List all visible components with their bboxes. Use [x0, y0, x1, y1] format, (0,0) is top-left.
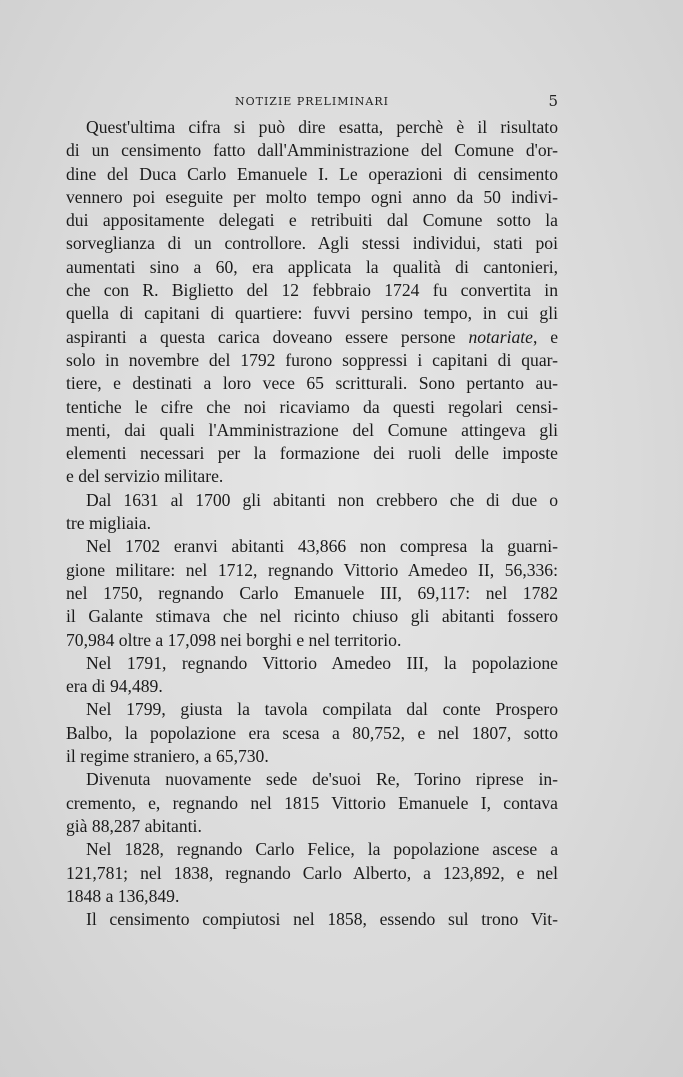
line-text: Il censimento compiutosi nel 1858, essendo sul trono Vit-	[86, 909, 558, 930]
text-line	[66, 559, 558, 582]
line-text: tentiche le cifre che noi ricaviamo da questi regolari censi-	[66, 396, 558, 417]
line-text: quella di capitani di quartiere: fuvvi persino tempo, in cui gli	[66, 303, 558, 324]
line-text: Nel 1702 eranvi abitanti 43,866 non compresa la guarni-	[86, 536, 558, 557]
line-text: il Galante stimava che nel ricinto chiuso gli abitanti fossero	[66, 606, 558, 627]
text-line	[66, 838, 558, 861]
text-line	[66, 419, 558, 442]
line-text: Divenuta nuovamente sede de'suoi Re, Torino riprese in-	[86, 769, 558, 790]
text-line	[66, 605, 558, 628]
text-line	[66, 186, 558, 209]
line-text: sorveglianza di un controllore. Agli stessi individui, stati poi	[66, 233, 558, 254]
text-line	[66, 652, 558, 675]
line-text: Nel 1828, regnando Carlo Felice, la popolazione ascese a	[86, 839, 558, 860]
line-text: tre migliaia.	[66, 513, 152, 534]
text-line	[66, 675, 558, 698]
line-text: aumentati sino a 60, era applicata la qualità di cantonieri,	[66, 256, 558, 277]
text-line	[66, 372, 558, 395]
running-title: NOTIZIE PRELIMINARI	[234, 95, 389, 108]
line-text: gione militare: nel 1712, regnando Vittorio Amedeo II, 56,336:	[66, 559, 558, 580]
italic-word: notariate	[468, 326, 533, 347]
text-line	[66, 815, 558, 838]
text-line	[66, 442, 558, 465]
text-line	[66, 209, 558, 232]
text-line	[66, 908, 558, 931]
text-line	[66, 326, 558, 349]
line-text: 121,781; nel 1838, regnando Carlo Alberto, a 123,892, e nel	[66, 862, 558, 883]
line-text: già 88,287 abitanti.	[66, 815, 202, 836]
text-line	[66, 722, 558, 745]
text-line	[66, 792, 558, 815]
text-line	[66, 139, 558, 162]
line-text: menti, dai quali l'Amministrazione del Comune attingeva gli	[66, 419, 558, 440]
text-line	[66, 116, 558, 139]
text-line	[66, 302, 558, 325]
line-text: Quest'ultima cifra si può dire esatta, perchè è il risultato	[86, 117, 558, 137]
line-text-after: , e	[532, 326, 559, 347]
line-text: dui appositamente delegati e retribuiti dal Comune sotto la	[66, 210, 558, 231]
line-text: solo in novembre del 1792 furono soppressi i capitani di quar-	[66, 349, 558, 370]
line-text: aspiranti a questa carica doveano essere persone	[66, 326, 469, 347]
text-line	[66, 885, 558, 908]
line-text: vennero poi eseguite per molto tempo ogni anno da 50 indivi-	[66, 186, 558, 207]
text-line	[66, 862, 558, 885]
line-text: era di 94,489.	[66, 676, 163, 697]
text-line	[66, 396, 558, 419]
line-text: Nel 1799, giusta la tavola compilata dal conte Prospero	[86, 699, 558, 720]
line-text: elementi necessari per la formazione dei ruoli delle imposte	[66, 443, 558, 464]
text-line	[66, 745, 558, 768]
line-text: dine del Duca Carlo Emanuele I. Le operazioni di censimento	[66, 163, 558, 184]
line-text: Dal 1631 al 1700 gli abitanti non crebbero che di due o	[86, 489, 558, 510]
text-line	[66, 698, 558, 721]
text-line	[66, 768, 558, 791]
text-line	[66, 163, 558, 186]
text-line	[66, 489, 558, 512]
text-line	[66, 629, 558, 652]
line-text: di un censimento fatto dall'Amministrazione del Comune d'or-	[66, 140, 558, 161]
text-line	[66, 279, 558, 302]
page-number: 5	[548, 92, 558, 110]
text-line	[66, 256, 558, 279]
line-text: 1848 a 136,849.	[66, 885, 180, 906]
page-header	[66, 92, 558, 112]
line-text: Balbo, la popolazione era scesa a 80,752, e nel 1807, sotto	[66, 722, 558, 743]
line-text: tiere, e destinati a loro vece 65 scritturali. Sono pertanto au-	[66, 373, 558, 394]
line-text: e del servizio militare.	[66, 466, 224, 487]
text-line	[66, 465, 558, 488]
text-line	[66, 512, 558, 535]
line-text: 70,984 oltre a 17,098 nei borghi e nel territorio.	[66, 629, 402, 650]
text-line	[66, 232, 558, 255]
text-line	[66, 582, 558, 605]
text-line	[66, 349, 558, 372]
body-text	[66, 116, 558, 931]
text-line	[66, 535, 558, 558]
line-text: il regime straniero, a 65,730.	[66, 746, 269, 767]
line-text: Nel 1791, regnando Vittorio Amedeo III, la popolazione	[86, 652, 558, 673]
line-text: che con R. Biglietto del 12 febbraio 1724 fu convertita in	[66, 280, 558, 301]
line-text: nel 1750, regnando Carlo Emanuele III, 69,117: nel 1782	[66, 582, 558, 603]
line-text: cremento, e, regnando nel 1815 Vittorio Emanuele I, contava	[66, 792, 558, 813]
